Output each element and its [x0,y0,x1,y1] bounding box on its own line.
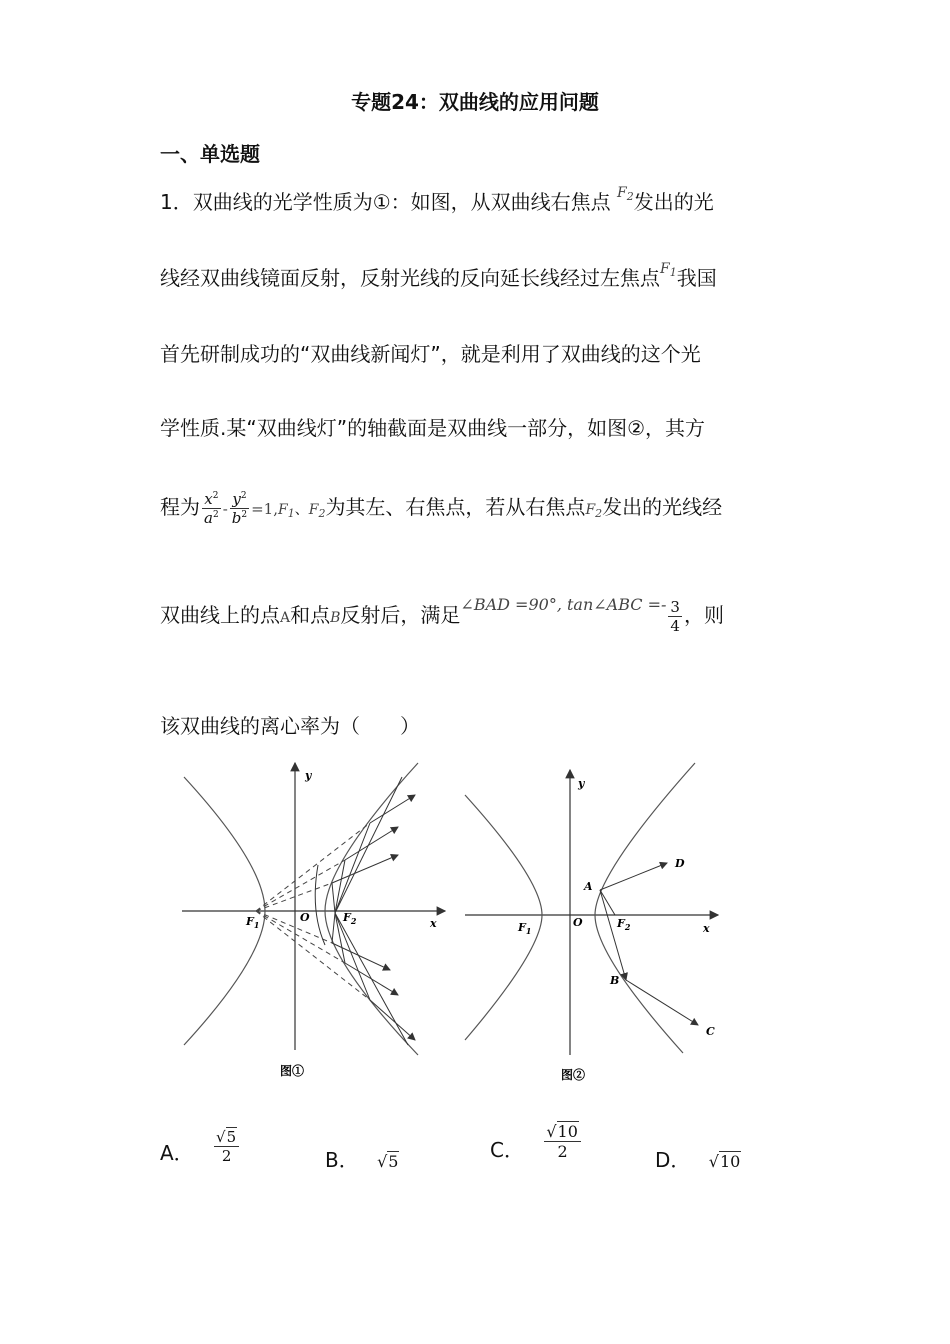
hyperbola-figures [170,755,730,1085]
fig1-caption: 图① [280,1064,305,1078]
question-line-2: 线经双曲线镜面反射，反射光线的反向延长线经过左焦点$^{F_1}$我国 [160,261,717,290]
question-line-7: 该双曲线的离心率为（ ） [160,714,420,738]
option-b[interactable]: B． √5 [325,1148,399,1172]
fig2-left-branch [465,795,542,1040]
condition-expression: ∠BAD =90°, tan∠ABC =- [460,595,667,614]
question-line-4: 学性质.某“双曲线灯”的轴截面是双曲线一部分，如图②，其方 [160,416,706,440]
fig1-label-f2: $F_2$ [343,911,357,926]
svg-text:y: y [305,769,312,782]
svg-text:x: x [703,922,710,935]
fig2-label-f2: $F_2$ [617,917,631,932]
question-line-6: 双曲线上的点A和点B反射后，满足$^{\angle BAD =90^\circ, tan\angle ABC =-}$ $\frac{3}{4}$ ，则 [160,595,724,635]
page-title: 专题24：双曲线的应用问题 [351,90,599,114]
figure-1 [182,763,445,1078]
question-number: 1． [160,190,193,214]
figure-2 [465,763,718,1082]
focus-f2: F2 [617,185,634,203]
svg-text:A: A [584,880,593,893]
question-line-1: 1．双曲线的光学性质为①：如图，从双曲线右焦点 $^{F_2}$发出的光 [160,185,714,214]
svg-text:x: x [430,917,437,930]
fig2-right-branch [595,763,695,1053]
svg-text:y: y [578,777,585,790]
fig1-inner-arc [315,865,325,945]
fig2-label-f1: $F_1$ [518,921,532,936]
fig1-right-branch [325,763,418,1055]
option-a[interactable]: A． $\frac{√5}{2}$ [160,1128,241,1165]
section-heading: 一、单选题 [160,142,260,166]
condition-fraction: $\frac{3}{4}$ [670,598,680,635]
option-d[interactable]: D． √10 [655,1148,741,1172]
fig2-rays [600,863,698,1025]
question-line-5: 程为 $\frac{x^2}{a^2}$ - $\frac{y^2}{b^2}$ $=1,F_1$、$F_2$为其左、右焦点，若从右焦点$F_2$发出的光线经 [160,490,723,527]
fig1-label-f1: $F_1$ [246,915,260,930]
focus-f1: F1 [660,261,677,279]
svg-text:O: O [573,916,583,929]
svg-text:C: C [706,1025,715,1038]
fig2-caption: 图② [561,1068,586,1082]
svg-text:D: D [675,857,685,870]
equation-x-fraction: $\frac{x^2}{a^2}$ [204,490,219,527]
question-line-3: 首先研制成功的“双曲线新闻灯”，就是利用了双曲线的这个光 [160,342,701,366]
option-c[interactable]: C． $\frac{√10}{2}$ [490,1122,583,1161]
svg-text:O: O [300,911,310,924]
equation-y-fraction: $\frac{y^2}{b^2}$ [231,490,248,527]
svg-text:B: B [610,974,620,987]
